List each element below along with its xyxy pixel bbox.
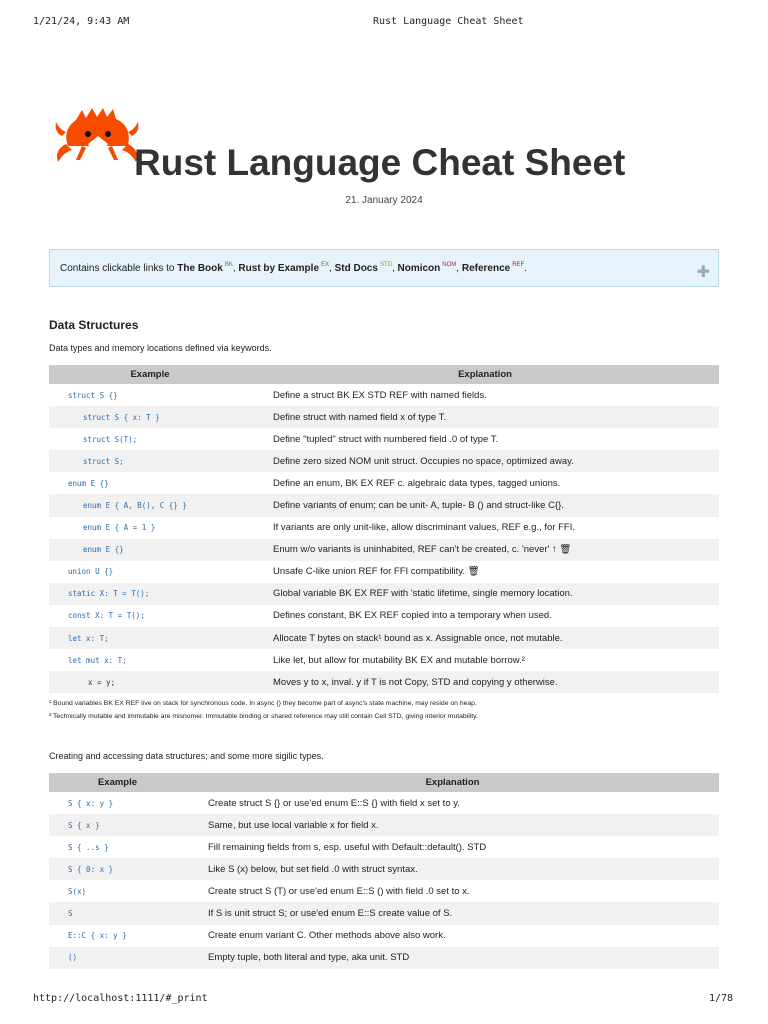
example-code[interactable]: enum E {} xyxy=(83,545,124,555)
link-reference[interactable]: Reference xyxy=(461,263,511,274)
example-code[interactable]: enum E {} xyxy=(68,478,109,488)
table-row xyxy=(49,814,719,836)
example-code[interactable]: S { 0: x } xyxy=(68,864,114,874)
example-code[interactable]: let x: T; xyxy=(68,633,109,643)
example-code[interactable]: union U {} xyxy=(68,567,114,577)
table-row xyxy=(49,406,719,428)
explanation-text: Defines constant, BK EX REF copied into a temporary when used. xyxy=(273,610,552,622)
example-code[interactable]: enum E { A, B(), C {} } xyxy=(83,501,187,511)
table-row xyxy=(49,836,719,858)
link-rust-by-example[interactable]: Rust by Example xyxy=(238,263,320,274)
explanation-text: Allocate T bytes on stack¹ bound as x. Assignable once, not mutable. xyxy=(273,632,563,644)
explanation-text: Like S (x) below, but set field .0 with struct syntax. xyxy=(208,863,418,875)
explanation-text: If S is unit struct S; or use'ed enum E::S create value of S. xyxy=(208,908,453,920)
table-row xyxy=(49,583,719,605)
data-structures-table xyxy=(49,365,719,693)
explanation-text: Define a struct BK EX STD REF with named fields. xyxy=(273,389,487,401)
example-code[interactable]: static X: T = T(); xyxy=(68,589,150,599)
explanation-text: Create struct S {} or use'ed enum E::S {} with field x set to y. xyxy=(208,797,460,809)
section-intro: Data types and memory locations defined via keywords. xyxy=(49,343,272,353)
explanation-text: Same, but use local variable x for field x. xyxy=(208,819,379,831)
col-explanation-header: Explanation xyxy=(458,369,512,380)
page-title: Rust Language Cheat Sheet xyxy=(134,142,626,183)
example-code[interactable]: struct S(T); xyxy=(83,434,138,444)
example-code[interactable]: const X: T = T(); xyxy=(68,611,145,621)
table-row xyxy=(49,627,719,649)
table-row xyxy=(49,858,719,880)
explanation-text: Define an enum, BK EX REF c. algebraic data types, tagged unions. xyxy=(273,477,561,489)
example-code[interactable]: enum E { A = 1 } xyxy=(83,523,156,533)
table-row xyxy=(49,494,719,516)
print-title: Rust Language Cheat Sheet xyxy=(373,16,524,27)
example-code[interactable]: S { x: y } xyxy=(68,798,114,808)
example-code[interactable]: struct S {} xyxy=(68,390,118,400)
ferris-crab-icon xyxy=(52,106,142,168)
page-date: 21. January 2024 xyxy=(345,195,423,206)
example-code[interactable]: E::C { x: y } xyxy=(68,931,127,941)
explanation-text: Create enum variant C. Other methods above also work. xyxy=(208,930,446,942)
explanation-text: Fill remaining fields from s, esp. useful with Default::default(). STD xyxy=(208,841,487,853)
table-row xyxy=(49,517,719,539)
explanation-text: Enum w/o variants is uninhabited, REF can't be created, c. 'never' ↑ 🗑 xyxy=(273,544,572,556)
table-row xyxy=(49,539,719,561)
example-code[interactable]: S(x) xyxy=(68,886,87,896)
footnote-2: ² Technically mutable and immutable are misnomer. Immutable binding or shared reference may still contain Cell STD, giving interior mutability. xyxy=(49,713,478,720)
print-page-number: 1/78 xyxy=(709,993,734,1004)
table-row xyxy=(49,605,719,627)
link-the-book[interactable]: The Book xyxy=(177,263,223,274)
example-code[interactable]: S { x } xyxy=(68,820,100,830)
table-row xyxy=(49,450,719,472)
table-row xyxy=(49,561,719,583)
explanation-text: Unsafe C-like union REF for FFI compatibility. 🗑 xyxy=(273,566,480,578)
table-header xyxy=(49,773,719,792)
footnote-1: ¹ Bound variables BK EX REF live on stack for synchronous code. In async {} they become part of async's state machine, may reside on heap. xyxy=(49,700,477,707)
example-code[interactable]: () xyxy=(68,953,78,963)
plus-icon[interactable]: ✚ xyxy=(696,264,710,281)
example-code[interactable]: x = y; xyxy=(88,677,116,687)
explanation-text: Empty tuple, both literal and type, aka unit. STD xyxy=(208,952,410,964)
col-example-header: Example xyxy=(97,777,138,788)
print-url: http://localhost:1111/#_print xyxy=(33,993,208,1004)
link-nomicon[interactable]: Nomicon xyxy=(397,263,441,274)
print-datetime: 1/21/24, 9:43 AM xyxy=(33,16,130,27)
table-row xyxy=(49,925,719,947)
explanation-text: Define zero sized NOM unit struct. Occupies no space, optimized away. xyxy=(273,455,574,467)
table-header xyxy=(49,365,719,384)
links-info-text: Contains clickable links to The Book $^{BK}$, Rust by Example $^{EX}$, Std Docs $^{STD}$, Nomicon $^{NOM}$, Reference $^{REF}$. xyxy=(60,262,527,274)
section-intro-2: Creating and accessing data structures; and some more sigilic types. xyxy=(49,751,324,761)
explanation-text: Global variable BK EX REF with 'static lifetime, single memory location. xyxy=(273,588,573,600)
explanation-text: Define variants of enum; can be unit- A, tuple- B () and struct-like C{}. xyxy=(273,500,564,512)
col-example-header: Example xyxy=(130,369,170,380)
explanation-text: Define "tupled" struct with numbered field .0 of type T. xyxy=(273,433,499,445)
col-explanation-header: Explanation xyxy=(425,777,480,788)
table-row xyxy=(49,428,719,450)
table-row xyxy=(49,947,719,969)
example-code[interactable]: S xyxy=(68,909,73,919)
explanation-text: Create struct S (T) or use'ed enum E::S () with field .0 set to x. xyxy=(208,885,470,897)
example-code[interactable]: S { ..s } xyxy=(68,842,109,852)
table-row xyxy=(49,792,719,814)
example-code[interactable]: struct S { x: T } xyxy=(83,412,160,422)
table-row xyxy=(49,902,719,924)
section-title: Data Structures xyxy=(49,318,139,332)
example-code[interactable]: struct S; xyxy=(83,456,124,466)
table-row xyxy=(49,384,719,406)
explanation-text: If variants are only unit-like, allow discriminant values, REF e.g., for FFI. xyxy=(273,522,575,534)
table-row xyxy=(49,880,719,902)
link-std-docs[interactable]: Std Docs xyxy=(334,263,378,274)
table-row xyxy=(49,472,719,494)
explanation-text: Moves y to x, inval. y if T is not Copy, STD and copying y otherwise. xyxy=(273,676,558,688)
table-row xyxy=(49,649,719,671)
example-code[interactable]: let mut x: T; xyxy=(68,655,127,665)
construct-access-table xyxy=(49,773,719,969)
table-row xyxy=(49,671,719,693)
links-info-box xyxy=(49,249,719,287)
explanation-text: Like let, but allow for mutability BK EX and mutable borrow.² xyxy=(273,654,525,666)
explanation-text: Define struct with named field x of type T. xyxy=(273,411,447,423)
